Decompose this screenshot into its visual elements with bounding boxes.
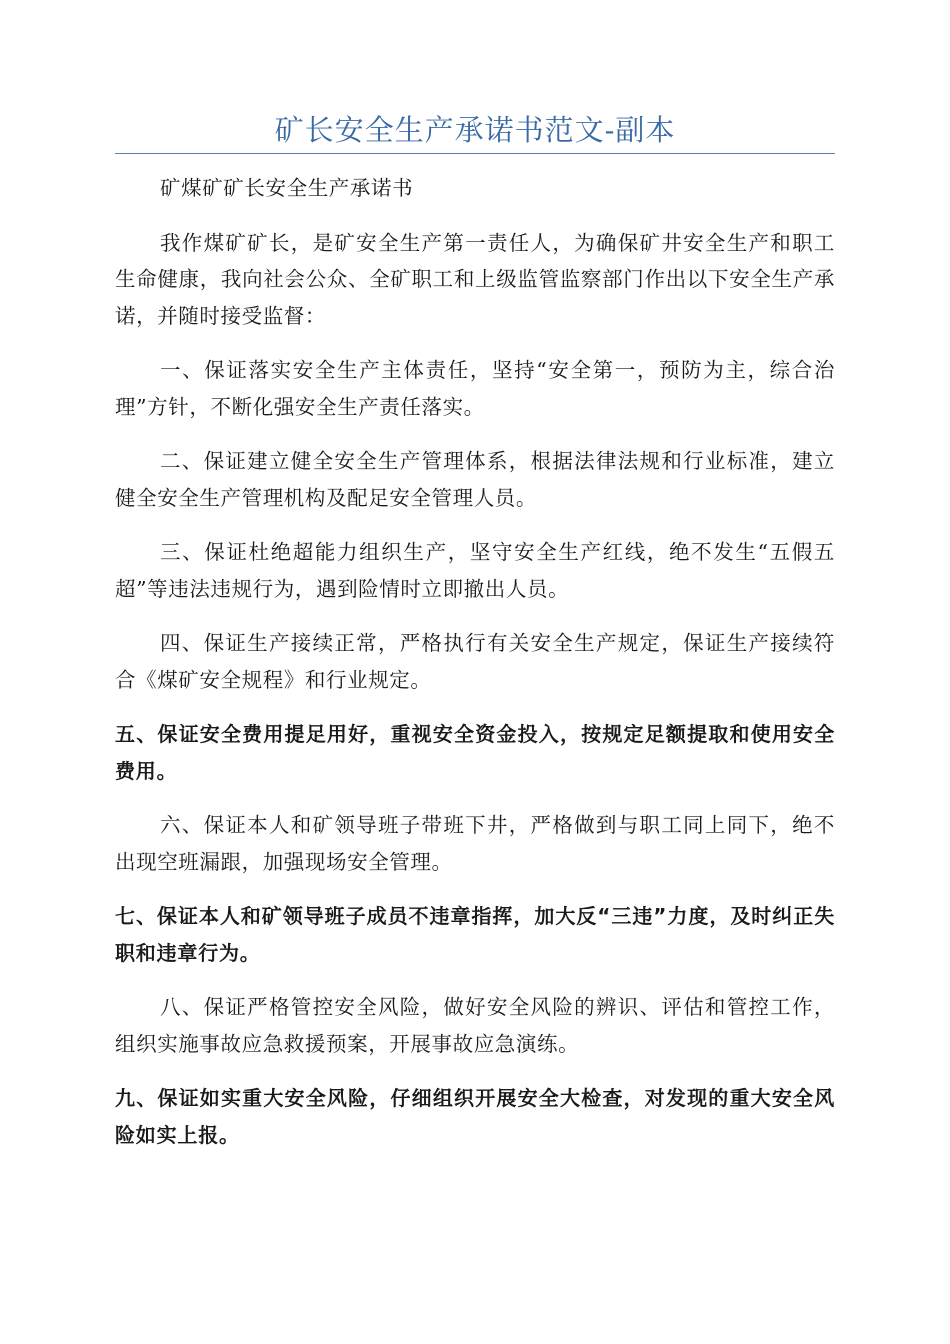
commitment-item-7: 七、保证本人和矿领导班子成员不违章指挥，加大反“三违”力度，及时纠正失职和违章行为。 — [115, 904, 835, 965]
paragraph-gap — [115, 207, 835, 225]
commitment-item-8: 八、保证严格管控安全风险，做好安全风险的辨识、评估和管控工作，组织实施事故应急救援预案，开展事故应急演练。 — [115, 995, 835, 1056]
paragraph-gap — [115, 971, 835, 989]
paragraph-gap — [115, 425, 835, 443]
paragraph-gap — [115, 880, 835, 898]
commitment-item-6: 六、保证本人和矿领导班子带班下井，严格做到与职工同上同下，绝不出现空班漏跟，加强现场安全管理。 — [115, 813, 835, 874]
intro-paragraph: 我作煤矿矿长，是矿安全生产第一责任人，为确保矿井安全生产和职工生命健康，我向社会公众、全矿职工和上级监管监察部门作出以下安全生产承诺，并随时接受监督： — [115, 230, 835, 328]
document-body — [115, 170, 835, 1153]
commitment-item-2: 二、保证建立健全安全生产管理体系，根据法律法规和行业标准，建立健全安全生产管理机构及配足安全管理人员。 — [115, 449, 835, 510]
commitment-item-9: 九、保证如实重大安全风险，仔细组织开展安全大检查，对发现的重大安全风险如实上报。 — [115, 1086, 835, 1147]
document-title: 矿长安全生产承诺书范文-副本 — [274, 113, 676, 147]
commitment-item-1: 一、保证落实安全生产主体责任，坚持“安全第一，预防为主，综合治理”方针，不断化强安全生产责任落实。 — [115, 358, 835, 419]
paragraph-gap — [115, 334, 835, 352]
commitment-item-5: 五、保证安全费用提足用好，重视安全资金投入，按规定足额提取和使用安全费用。 — [115, 722, 835, 783]
title-underline — [115, 153, 835, 154]
document-subtitle: 矿煤矿矿长安全生产承诺书 — [160, 176, 414, 200]
paragraph-gap — [115, 516, 835, 534]
paragraph-gap — [115, 1062, 835, 1080]
commitment-item-4: 四、保证生产接续正常，严格执行有关安全生产规定，保证生产接续符合《煤矿安全规程》和行业规定。 — [115, 631, 835, 692]
paragraph-gap — [115, 698, 835, 716]
paragraph-gap — [115, 789, 835, 807]
commitment-item-3: 三、保证杜绝超能力组织生产，坚守安全生产红线，绝不发生“五假五超”等违法违规行为，遇到险情时立即撤出人员。 — [115, 540, 835, 601]
paragraph-gap — [115, 607, 835, 625]
